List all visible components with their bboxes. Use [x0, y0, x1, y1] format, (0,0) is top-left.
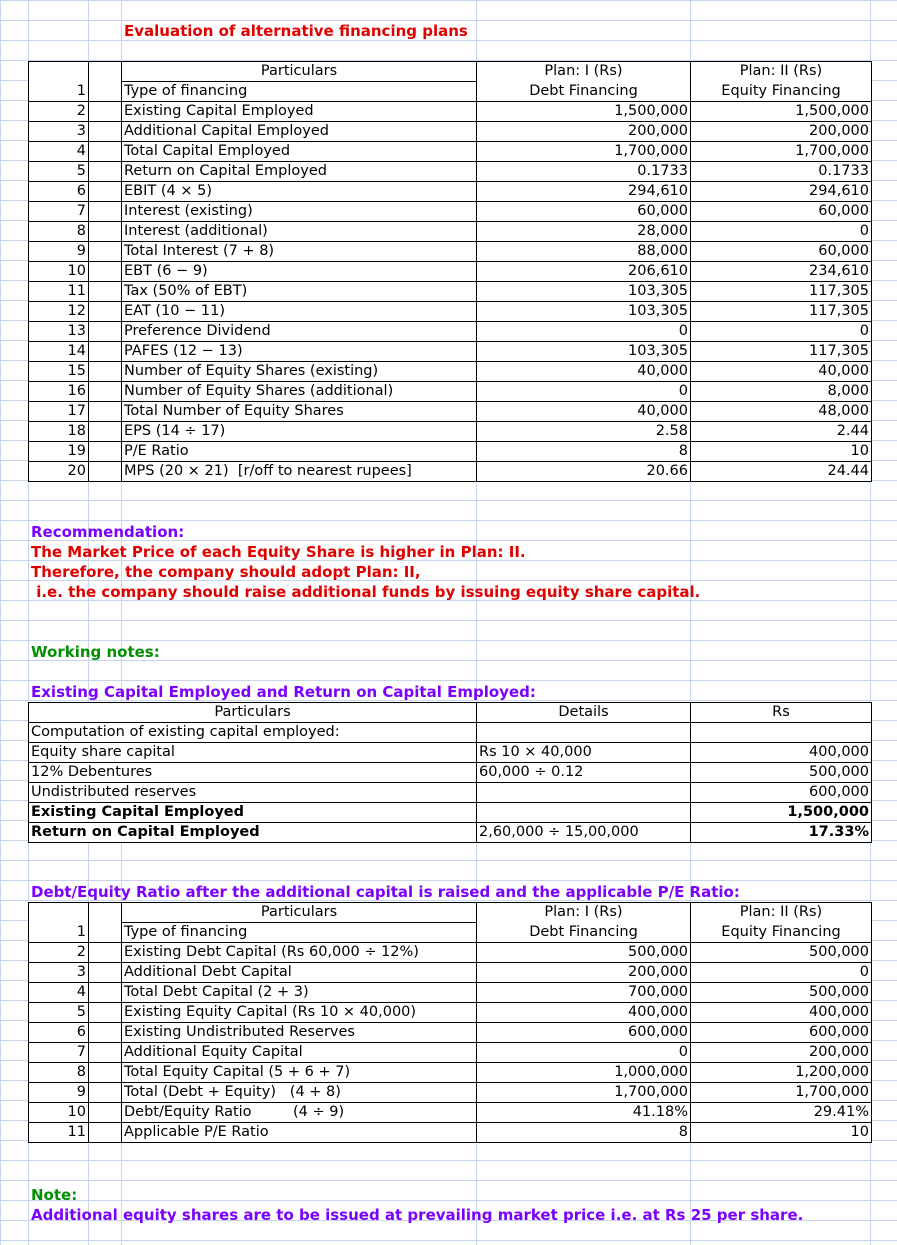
- details-value: 60,000 ÷ 0.12: [477, 763, 691, 783]
- row-label: Total Debt Capital (2 + 3): [122, 983, 477, 1003]
- row-label: EAT (10 − 11): [122, 302, 477, 322]
- plan-2-value: 1,700,000: [691, 142, 872, 162]
- blank-cell: [89, 1083, 122, 1103]
- blank-cell: [89, 242, 122, 262]
- blank-cell: [89, 963, 122, 983]
- table-row: [29, 943, 872, 963]
- blank-cell: [89, 342, 122, 362]
- row-label: MPS (20 × 21) [r/off to nearest rupees]: [122, 462, 477, 482]
- blank-cell: [89, 142, 122, 162]
- rs-value: 600,000: [691, 783, 872, 803]
- table-row: [29, 162, 872, 182]
- rs-value: 17.33%: [691, 823, 872, 843]
- blank-cell: [89, 122, 122, 142]
- plan-2-value: 60,000: [691, 202, 872, 222]
- table-row: [29, 142, 872, 162]
- rs-value: 1,500,000: [691, 803, 872, 823]
- plan-2-value: 0.1733: [691, 162, 872, 182]
- plan-1-type: Debt Financing: [477, 82, 691, 102]
- row-label: PAFES (12 − 13): [122, 342, 477, 362]
- row-number: 5: [29, 162, 89, 182]
- blank-cell: [89, 923, 122, 943]
- row-label: Undistributed reserves: [29, 783, 477, 803]
- plan-1-value: 8: [477, 1123, 691, 1143]
- plan-1-value: 8: [477, 442, 691, 462]
- table-row: [29, 723, 872, 743]
- row-label: Preference Dividend: [122, 322, 477, 342]
- row-label: Computation of existing capital employed:: [29, 723, 477, 743]
- blank-cell: [89, 1003, 122, 1023]
- plan-1-value: 700,000: [477, 983, 691, 1003]
- plan-1-value: 600,000: [477, 1023, 691, 1043]
- row-label: 12% Debentures: [29, 763, 477, 783]
- row-number: 9: [29, 242, 89, 262]
- plan-2-value: 500,000: [691, 983, 872, 1003]
- plan-2-value: 10: [691, 442, 872, 462]
- row-number: 11: [29, 282, 89, 302]
- evaluation-table: [28, 61, 872, 482]
- blank-cell: [89, 282, 122, 302]
- plan-1-value: 40,000: [477, 402, 691, 422]
- table-row: [29, 382, 872, 402]
- row-number: 17: [29, 402, 89, 422]
- plan-2-value: 234,610: [691, 262, 872, 282]
- row-number-cell: [29, 903, 89, 923]
- row-number: 14: [29, 342, 89, 362]
- row-label: Existing Undistributed Reserves: [122, 1023, 477, 1043]
- blank-cell: [89, 302, 122, 322]
- table-row: [29, 322, 872, 342]
- row-label: Additional Equity Capital: [122, 1043, 477, 1063]
- row-label: Type of financing: [122, 923, 477, 943]
- plan-1-value: 28,000: [477, 222, 691, 242]
- rs-value: 500,000: [691, 763, 872, 783]
- row-label: Total (Debt + Equity) (4 + 8): [122, 1083, 477, 1103]
- plan-2-value: 117,305: [691, 342, 872, 362]
- table-row: [29, 242, 872, 262]
- row-number: 2: [29, 943, 89, 963]
- row-number: 7: [29, 202, 89, 222]
- blank-cell: [89, 903, 122, 923]
- row-label: EBIT (4 × 5): [122, 182, 477, 202]
- plan-2-value: 294,610: [691, 182, 872, 202]
- blank-cell: [89, 62, 122, 82]
- table-row: [29, 442, 872, 462]
- plan-2-value: 500,000: [691, 943, 872, 963]
- plan-1-value: 200,000: [477, 963, 691, 983]
- blank-cell: [89, 1043, 122, 1063]
- plan-2-value: 1,700,000: [691, 1083, 872, 1103]
- row-number: 18: [29, 422, 89, 442]
- plan-1-value: 40,000: [477, 362, 691, 382]
- plan-2-value: 2.44: [691, 422, 872, 442]
- plan-2-value: 40,000: [691, 362, 872, 382]
- plan-1-value: 294,610: [477, 182, 691, 202]
- plan-1-value: 103,305: [477, 282, 691, 302]
- table-row: [29, 783, 872, 803]
- column-header-particulars: Particulars: [122, 62, 477, 82]
- row-label: Debt/Equity Ratio (4 ÷ 9): [122, 1103, 477, 1123]
- table-row: [29, 1023, 872, 1043]
- row-number: 6: [29, 1023, 89, 1043]
- row-label: Return on Capital Employed: [122, 162, 477, 182]
- rs-value: [691, 723, 872, 743]
- note-text: Additional equity shares are to be issued at prevailing market price i.e. at Rs 25 per share.: [31, 1206, 804, 1224]
- blank-cell: [89, 983, 122, 1003]
- table-row: [29, 462, 872, 482]
- debt-equity-table: [28, 902, 872, 1143]
- row-number: 20: [29, 462, 89, 482]
- table-row: [29, 362, 872, 382]
- blank-cell: [89, 1023, 122, 1043]
- column-header-plan-2: Plan: II (Rs): [691, 903, 872, 923]
- row-number: 7: [29, 1043, 89, 1063]
- header-row: [29, 903, 872, 923]
- column-header-plan-2: Plan: II (Rs): [691, 62, 872, 82]
- capital-employed-table: [28, 702, 872, 843]
- plan-2-value: 600,000: [691, 1023, 872, 1043]
- row-number: 10: [29, 1103, 89, 1123]
- table-row: [29, 82, 872, 102]
- recommendation-line-1: The Market Price of each Equity Share is higher in Plan: II.: [31, 543, 526, 561]
- blank-cell: [89, 462, 122, 482]
- row-label: EBT (6 − 9): [122, 262, 477, 282]
- row-label: Applicable P/E Ratio: [122, 1123, 477, 1143]
- row-number-cell: [29, 62, 89, 82]
- row-number: 11: [29, 1123, 89, 1143]
- plan-1-value: 0.1733: [477, 162, 691, 182]
- table-row: [29, 342, 872, 362]
- row-label: Existing Capital Employed: [122, 102, 477, 122]
- row-number: 1: [29, 923, 89, 943]
- plan-2-value: 1,200,000: [691, 1063, 872, 1083]
- plan-1-value: 200,000: [477, 122, 691, 142]
- row-number: 8: [29, 1063, 89, 1083]
- table-row: [29, 402, 872, 422]
- table-row: [29, 222, 872, 242]
- blank-cell: [89, 322, 122, 342]
- plan-1-value: 500,000: [477, 943, 691, 963]
- plan-1-value: 60,000: [477, 202, 691, 222]
- table-row: [29, 1003, 872, 1023]
- plan-1-type: Debt Financing: [477, 923, 691, 943]
- plan-2-value: 400,000: [691, 1003, 872, 1023]
- blank-cell: [89, 422, 122, 442]
- blank-cell: [89, 382, 122, 402]
- row-label: Interest (additional): [122, 222, 477, 242]
- table-row: [29, 803, 872, 823]
- row-label: P/E Ratio: [122, 442, 477, 462]
- plan-2-value: 48,000: [691, 402, 872, 422]
- plan-1-value: 0: [477, 1043, 691, 1063]
- table-row: [29, 923, 872, 943]
- row-number: 3: [29, 963, 89, 983]
- blank-cell: [89, 1103, 122, 1123]
- details-value: [477, 803, 691, 823]
- blank-cell: [89, 202, 122, 222]
- row-label: Total Number of Equity Shares: [122, 402, 477, 422]
- blank-cell: [89, 442, 122, 462]
- table-row: [29, 983, 872, 1003]
- row-number: 10: [29, 262, 89, 282]
- column-header-particulars: Particulars: [122, 903, 477, 923]
- table-row: [29, 963, 872, 983]
- recommendation-heading: Recommendation:: [31, 523, 185, 541]
- details-value: [477, 783, 691, 803]
- row-label: Interest (existing): [122, 202, 477, 222]
- row-label: Existing Capital Employed: [29, 803, 477, 823]
- table-row: [29, 102, 872, 122]
- plan-2-value: 0: [691, 322, 872, 342]
- plan-1-value: 88,000: [477, 242, 691, 262]
- plan-1-value: 1,000,000: [477, 1063, 691, 1083]
- details-value: Rs 10 × 40,000: [477, 743, 691, 763]
- plan-1-value: 0: [477, 382, 691, 402]
- row-label: Total Capital Employed: [122, 142, 477, 162]
- row-number: 8: [29, 222, 89, 242]
- note-heading: Note:: [31, 1186, 78, 1204]
- details-value: 2,60,000 ÷ 15,00,000: [477, 823, 691, 843]
- row-number: 13: [29, 322, 89, 342]
- plan-1-value: 103,305: [477, 342, 691, 362]
- row-number: 4: [29, 983, 89, 1003]
- column-header-plan-1: Plan: I (Rs): [477, 62, 691, 82]
- blank-cell: [89, 162, 122, 182]
- header-row: [29, 703, 872, 723]
- recommendation-line-3: i.e. the company should raise additional funds by issuing equity share capital.: [31, 583, 701, 601]
- blank-cell: [89, 102, 122, 122]
- plan-2-value: 29.41%: [691, 1103, 872, 1123]
- table-row: [29, 302, 872, 322]
- table-row: [29, 743, 872, 763]
- row-number: 9: [29, 1083, 89, 1103]
- plan-2-value: 60,000: [691, 242, 872, 262]
- plan-2-value: 0: [691, 222, 872, 242]
- blank-cell: [89, 82, 122, 102]
- blank-cell: [89, 402, 122, 422]
- plan-1-value: 20.66: [477, 462, 691, 482]
- recommendation-line-2: Therefore, the company should adopt Plan: II,: [31, 563, 421, 581]
- blank-cell: [89, 262, 122, 282]
- plan-2-value: 117,305: [691, 302, 872, 322]
- row-label: Number of Equity Shares (existing): [122, 362, 477, 382]
- plan-2-value: 117,305: [691, 282, 872, 302]
- table-row: [29, 1043, 872, 1063]
- row-label: Tax (50% of EBT): [122, 282, 477, 302]
- row-number: 12: [29, 302, 89, 322]
- column-header-rs: Rs: [691, 703, 872, 723]
- row-label: Return on Capital Employed: [29, 823, 477, 843]
- plan-1-value: 0: [477, 322, 691, 342]
- column-header-details: Details: [477, 703, 691, 723]
- row-number: 19: [29, 442, 89, 462]
- table-row: [29, 1123, 872, 1143]
- table-row: [29, 1103, 872, 1123]
- row-label: Total Equity Capital (5 + 6 + 7): [122, 1063, 477, 1083]
- table-row: [29, 202, 872, 222]
- row-label: Additional Debt Capital: [122, 963, 477, 983]
- plan-1-value: 2.58: [477, 422, 691, 442]
- table-row: [29, 422, 872, 442]
- row-number: 3: [29, 122, 89, 142]
- row-number: 1: [29, 82, 89, 102]
- table-row: [29, 763, 872, 783]
- plan-2-value: 10: [691, 1123, 872, 1143]
- blank-cell: [89, 943, 122, 963]
- column-header-plan-1: Plan: I (Rs): [477, 903, 691, 923]
- plan-2-value: 200,000: [691, 122, 872, 142]
- table-row: [29, 823, 872, 843]
- table-row: [29, 262, 872, 282]
- row-number: 4: [29, 142, 89, 162]
- plan-2-value: 1,500,000: [691, 102, 872, 122]
- plan-1-value: 1,500,000: [477, 102, 691, 122]
- plan-2-value: 200,000: [691, 1043, 872, 1063]
- table-row: [29, 122, 872, 142]
- row-number: 2: [29, 102, 89, 122]
- plan-2-value: 24.44: [691, 462, 872, 482]
- blank-cell: [89, 1063, 122, 1083]
- sheet-title: Evaluation of alternative financing plans: [124, 22, 468, 40]
- row-number: 5: [29, 1003, 89, 1023]
- row-label: Additional Capital Employed: [122, 122, 477, 142]
- row-label: Equity share capital: [29, 743, 477, 763]
- column-header-particulars: Particulars: [29, 703, 477, 723]
- row-label: Existing Debt Capital (Rs 60,000 ÷ 12%): [122, 943, 477, 963]
- plan-1-value: 1,700,000: [477, 1083, 691, 1103]
- details-value: [477, 723, 691, 743]
- row-label: Number of Equity Shares (additional): [122, 382, 477, 402]
- working-note-1-heading: Existing Capital Employed and Return on Capital Employed:: [31, 683, 536, 701]
- plan-1-value: 1,700,000: [477, 142, 691, 162]
- plan-1-value: 206,610: [477, 262, 691, 282]
- plan-2-value: 0: [691, 963, 872, 983]
- table-row: [29, 282, 872, 302]
- blank-cell: [89, 362, 122, 382]
- row-label: EPS (14 ÷ 17): [122, 422, 477, 442]
- blank-cell: [89, 1123, 122, 1143]
- row-number: 16: [29, 382, 89, 402]
- working-notes-heading: Working notes:: [31, 643, 160, 661]
- blank-cell: [89, 222, 122, 242]
- plan-1-value: 103,305: [477, 302, 691, 322]
- plan-2-type: Equity Financing: [691, 82, 872, 102]
- table-row: [29, 1083, 872, 1103]
- row-label: Type of financing: [122, 82, 477, 102]
- plan-1-value: 400,000: [477, 1003, 691, 1023]
- row-number: 15: [29, 362, 89, 382]
- plan-1-value: 41.18%: [477, 1103, 691, 1123]
- row-label: Total Interest (7 + 8): [122, 242, 477, 262]
- working-note-2-heading: Debt/Equity Ratio after the additional capital is raised and the applicable P/E Ratio:: [31, 883, 740, 901]
- table-row: [29, 182, 872, 202]
- plan-2-value: 8,000: [691, 382, 872, 402]
- header-row: [29, 62, 872, 82]
- blank-cell: [89, 182, 122, 202]
- row-label: Existing Equity Capital (Rs 10 × 40,000): [122, 1003, 477, 1023]
- rs-value: 400,000: [691, 743, 872, 763]
- table-row: [29, 1063, 872, 1083]
- plan-2-type: Equity Financing: [691, 923, 872, 943]
- row-number: 6: [29, 182, 89, 202]
